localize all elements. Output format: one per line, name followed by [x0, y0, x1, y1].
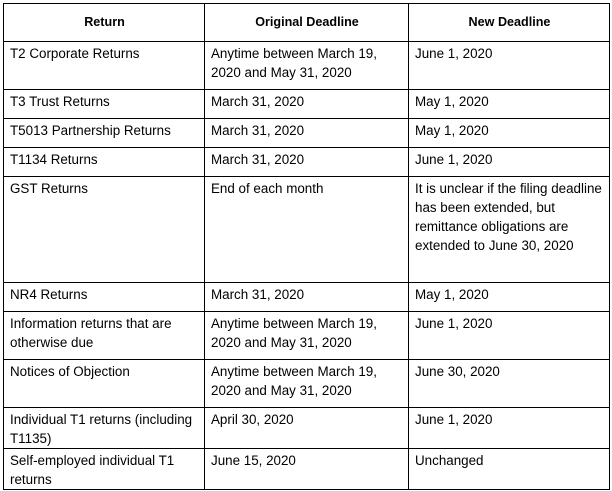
cell-new-deadline: June 1, 2020	[409, 312, 610, 360]
cell-new-deadline: May 1, 2020	[409, 283, 610, 312]
cell-return: Individual T1 returns (including T1135)	[4, 408, 205, 449]
cell-new-deadline: June 1, 2020	[409, 42, 610, 90]
table-row	[4, 360, 610, 408]
cell-new-deadline: June 1, 2020	[409, 148, 610, 177]
cell-original-deadline: March 31, 2020	[205, 283, 409, 312]
table-row	[4, 119, 610, 148]
table-row	[4, 312, 610, 360]
cell-original-deadline: June 15, 2020	[205, 449, 409, 490]
header-return: Return	[4, 4, 205, 42]
cell-new-deadline: Unchanged	[409, 449, 610, 490]
table-row	[4, 283, 610, 312]
header-original-deadline: Original Deadline	[205, 4, 409, 42]
deadlines-table	[3, 3, 610, 490]
table-row	[4, 42, 610, 90]
cell-original-deadline: End of each month	[205, 177, 409, 283]
table-row	[4, 449, 610, 490]
cell-new-deadline: May 1, 2020	[409, 90, 610, 119]
cell-return: T5013 Partnership Returns	[4, 119, 205, 148]
cell-original-deadline: Anytime between March 19, 2020 and May 31, 2020	[205, 42, 409, 90]
cell-return: Notices of Objection	[4, 360, 205, 408]
table-row	[4, 177, 610, 283]
cell-return: Self-employed individual T1 returns	[4, 449, 205, 490]
cell-new-deadline: It is unclear if the filing deadline has been extended, but remittance obligations are extended to June 30, 2020	[409, 177, 610, 283]
cell-return: T2 Corporate Returns	[4, 42, 205, 90]
cell-original-deadline: March 31, 2020	[205, 119, 409, 148]
cell-new-deadline: May 1, 2020	[409, 119, 610, 148]
table-row	[4, 90, 610, 119]
cell-new-deadline: June 1, 2020	[409, 408, 610, 449]
cell-return: T3 Trust Returns	[4, 90, 205, 119]
cell-return: Information returns that are otherwise due	[4, 312, 205, 360]
cell-original-deadline: April 30, 2020	[205, 408, 409, 449]
cell-original-deadline: March 31, 2020	[205, 148, 409, 177]
header-new-deadline: New Deadline	[409, 4, 610, 42]
cell-return: T1134 Returns	[4, 148, 205, 177]
table-row	[4, 148, 610, 177]
cell-new-deadline: June 30, 2020	[409, 360, 610, 408]
cell-original-deadline: March 31, 2020	[205, 90, 409, 119]
cell-original-deadline: Anytime between March 19, 2020 and May 31, 2020	[205, 360, 409, 408]
table-row	[4, 408, 610, 449]
cell-original-deadline: Anytime between March 19, 2020 and May 31, 2020	[205, 312, 409, 360]
cell-return: GST Returns	[4, 177, 205, 283]
table-header-row	[4, 4, 610, 42]
cell-return: NR4 Returns	[4, 283, 205, 312]
